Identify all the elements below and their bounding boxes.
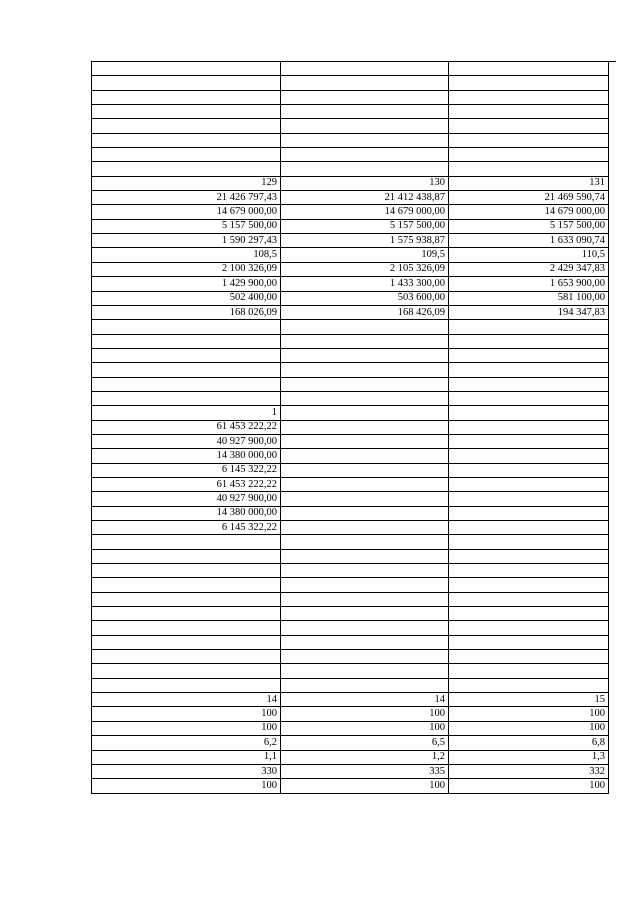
table-row [92,191,609,205]
table-cell: 1 433 300,00 [281,277,449,291]
table-cell: 1,3 [449,750,609,764]
table-cell [449,148,609,162]
table-row [92,664,609,678]
table-cell [449,535,609,549]
table-cell [281,650,449,664]
table-cell [449,635,609,649]
table-cell [449,607,609,621]
table-cell [449,90,609,104]
table-cell: 332 [449,764,609,778]
table-cell [281,133,449,147]
table-cell [449,76,609,90]
table-cell [449,105,609,119]
table-cell [92,377,281,391]
table-cell [92,76,281,90]
table-cell [449,162,609,176]
table-row [92,506,609,520]
table-cell: 21 469 590,74 [449,191,609,205]
table-cell [92,148,281,162]
table-cell: 6,5 [281,736,449,750]
table-row [92,779,609,793]
table-cell [449,650,609,664]
table-cell [92,363,281,377]
table-cell [281,578,449,592]
table-cell [281,420,449,434]
table-cell: 1 429 900,00 [92,277,281,291]
table-row [92,721,609,735]
table-cell: 14 [92,693,281,707]
table-cell: 1 575 938,87 [281,234,449,248]
table-cell [449,348,609,362]
table-cell [92,105,281,119]
table-cell [281,607,449,621]
table-cell [92,607,281,621]
table-row [92,707,609,721]
table-row [92,320,609,334]
table-row [92,277,609,291]
table-row [92,76,609,90]
table-cell: 335 [281,764,449,778]
table-cell [281,434,449,448]
table-cell [449,119,609,133]
table-cell: 14 679 000,00 [92,205,281,219]
table-cell: 100 [449,779,609,793]
table-cell [281,564,449,578]
table-row [92,148,609,162]
table-row [92,391,609,405]
table-cell [449,391,609,405]
table-cell: 14 380 000,00 [92,449,281,463]
table-cell: 100 [92,721,281,735]
table-row [92,564,609,578]
table-cell [281,621,449,635]
table-cell: 100 [92,779,281,793]
table-cell [92,650,281,664]
table-cell [92,133,281,147]
table-cell [92,549,281,563]
table-cell: 100 [449,707,609,721]
table-row [92,406,609,420]
table-cell [449,678,609,692]
table-cell [281,477,449,491]
table-cell: 1 590 297,43 [92,234,281,248]
table-cell: 108,5 [92,248,281,262]
table-row [92,578,609,592]
table-cell [92,578,281,592]
table-cell: 40 927 900,00 [92,492,281,506]
table-cell: 330 [92,764,281,778]
table-cell [449,564,609,578]
table-cell [281,492,449,506]
table-cell: 100 [281,707,449,721]
table-row [92,90,609,104]
table-cell: 194 347,83 [449,305,609,319]
table-cell [281,406,449,420]
table-row [92,635,609,649]
table-cell: 100 [449,721,609,735]
table-cell [281,105,449,119]
table-cell: 61 453 222,22 [92,420,281,434]
table-cell [449,477,609,491]
table-cell [92,635,281,649]
table-cell [92,334,281,348]
table-cell [281,334,449,348]
table-row [92,348,609,362]
table-cell [449,506,609,520]
table-cell: 503 600,00 [281,291,449,305]
table-cell [449,549,609,563]
table-row [92,678,609,692]
table-cell: 21 412 438,87 [281,191,449,205]
table-cell [449,320,609,334]
table-cell: 2 105 326,09 [281,262,449,276]
table-cell [281,90,449,104]
table-cell: 2 429 347,83 [449,262,609,276]
table-cell: 502 400,00 [92,291,281,305]
table-row [92,176,609,190]
table-row [92,262,609,276]
table-cell: 6,2 [92,736,281,750]
table-cell [92,62,281,76]
table-cell: 100 [281,779,449,793]
table-cell [92,90,281,104]
table-cell: 1 653 900,00 [449,277,609,291]
table-row [92,477,609,491]
table-cell [92,320,281,334]
table-cell: 1,1 [92,750,281,764]
table-row [92,521,609,535]
table-cell [449,621,609,635]
table-cell [449,463,609,477]
table-cell [92,162,281,176]
table-row [92,621,609,635]
table-cell [449,406,609,420]
table-cell [92,664,281,678]
table-row [92,592,609,606]
table-cell: 14 679 000,00 [281,205,449,219]
table-cell [281,535,449,549]
table-row [92,650,609,664]
table-cell: 14 380 000,00 [92,506,281,520]
table-cell [449,334,609,348]
table-row [92,736,609,750]
table-row [92,62,609,76]
table-cell: 61 453 222,22 [92,477,281,491]
table-cell: 14 679 000,00 [449,205,609,219]
table-cell: 131 [449,176,609,190]
table-row [92,420,609,434]
table-row [92,607,609,621]
table-cell: 168 026,09 [92,305,281,319]
table-row [92,133,609,147]
table-cell: 100 [92,707,281,721]
table-row [92,105,609,119]
table-cell [449,377,609,391]
table-row [92,248,609,262]
table-row [92,334,609,348]
table-cell [281,592,449,606]
table-cell [281,463,449,477]
table-cell: 129 [92,176,281,190]
table-row [92,119,609,133]
table-cell [281,148,449,162]
table-cell [92,391,281,405]
table-cell [92,535,281,549]
table-cell [449,578,609,592]
table-row [92,549,609,563]
table-body [92,62,609,794]
table-cell: 21 426 797,43 [92,191,281,205]
table-cell [92,564,281,578]
table-cell [92,348,281,362]
table-cell [449,449,609,463]
table-cell [449,420,609,434]
table-cell: 110,5 [449,248,609,262]
table-cell [281,549,449,563]
table-cell: 1 633 090,74 [449,234,609,248]
table-cell: 2 100 326,09 [92,262,281,276]
table-cell: 15 [449,693,609,707]
table-cell [281,348,449,362]
table-cell [449,434,609,448]
table-row [92,205,609,219]
table-row [92,463,609,477]
table-cell [449,492,609,506]
table-cell: 6 145 322,22 [92,463,281,477]
table-row [92,162,609,176]
table-cell: 109,5 [281,248,449,262]
table-row [92,377,609,391]
table-row [92,449,609,463]
table-cell: 6,8 [449,736,609,750]
table-cell [92,678,281,692]
table-cell: 6 145 322,22 [92,521,281,535]
table-cell [92,119,281,133]
table-cell [449,133,609,147]
table-cell: 1,2 [281,750,449,764]
table-cell [281,320,449,334]
table-row [92,693,609,707]
table-row [92,363,609,377]
table-cell [281,391,449,405]
table-cell: 5 157 500,00 [449,219,609,233]
table-cell [92,621,281,635]
table-row [92,492,609,506]
table-cell [281,62,449,76]
table-cell [281,506,449,520]
table-cell [281,664,449,678]
table-cell: 5 157 500,00 [281,219,449,233]
table-row [92,535,609,549]
table-cell [449,592,609,606]
table-cell [281,119,449,133]
table-cell [281,449,449,463]
table-cell: 100 [281,721,449,735]
table-cell [449,521,609,535]
table-cell [281,162,449,176]
table-cell [281,76,449,90]
table-edge-mark [608,61,616,62]
table-row [92,764,609,778]
table-cell [281,635,449,649]
table-cell [92,592,281,606]
table-row [92,434,609,448]
table-cell: 40 927 900,00 [92,434,281,448]
table-cell [449,363,609,377]
table-cell: 168 426,09 [281,305,449,319]
table-cell: 5 157 500,00 [92,219,281,233]
table-cell: 1 [92,406,281,420]
table-row [92,750,609,764]
table-cell [449,62,609,76]
table-row [92,219,609,233]
table-cell: 130 [281,176,449,190]
table-row [92,291,609,305]
table-cell: 14 [281,693,449,707]
table-cell [281,377,449,391]
table-row [92,234,609,248]
table-cell [281,678,449,692]
table-cell: 581 100,00 [449,291,609,305]
table-cell [281,363,449,377]
table-row [92,305,609,319]
table-cell [281,521,449,535]
table-cell [449,664,609,678]
data-table [91,61,609,794]
